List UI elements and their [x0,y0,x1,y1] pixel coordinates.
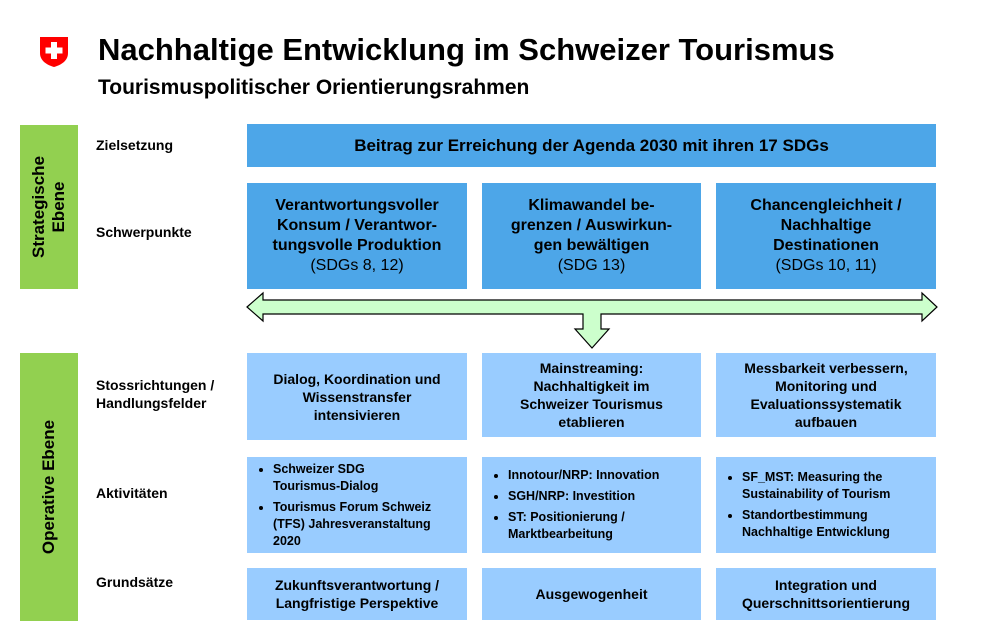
sidebar-operative-label: Operative Ebene [39,419,59,555]
activity-item: • Standortbestimmung Nachhaltige Entwicklung [742,507,890,541]
activity-item: • Tourismus Forum Schweiz (TFS) Jahresveranstaltung 2020 [273,499,431,550]
row-label-stossrichtungen: Stossrichtungen / Handlungsfelder [96,377,215,411]
page-title: Nachhaltige Entwicklung im Schweizer Tourismus [98,32,835,67]
focus-area-title: Klimawandel be- grenzen / Auswirkun- gen bewältigen [510,197,673,254]
activities-box [716,457,936,553]
focus-area-sdg: (SDGs 8, 12) [310,257,404,274]
focus-area-title: Verantwortungsvoller Konsum / Verantwor- tungsvolle Produktion [272,197,442,254]
page-subtitle: Tourismuspolitischer Orientierungsrahmen [98,76,530,99]
row-label-schwerpunkte: Schwerpunkte [96,224,192,240]
principle-box: Ausgewogenheit [482,568,701,620]
sidebar-strategic-label: Strategische Ebene [29,155,69,259]
focus-area-sdg: (SDGs 10, 11) [775,257,877,274]
activity-item: • Schweizer SDG Tourismus-Dialog [273,461,431,495]
focus-area-title: Chancengleichheit / Nachhaltige Destinationen [750,197,902,254]
row-label-zielsetzung: Zielsetzung [96,137,174,153]
activity-item: • SF_MST: Measuring the Sustainability of Tourism [742,469,890,503]
row-label-aktivitaeten: Aktivitäten [96,485,168,501]
direction-box: Dialog, Koordination und Wissenstransfer intensivieren [247,353,467,440]
activities-box [482,457,701,553]
direction-box: Mainstreaming: Nachhaltigkeit im Schweizer Tourismus etablieren [482,353,701,437]
row-label-grundsaetze: Grundsätze [96,574,174,590]
principle-box: Zukunftsverantwortung / Langfristige Perspektive [247,568,467,620]
activities-box [247,457,467,553]
goal-box: Beitrag zur Erreichung der Agenda 2030 mit ihren 17 SDGs [247,124,936,167]
focus-area-sdg: (SDG 13) [557,257,626,274]
direction-box: Messbarkeit verbessern, Monitoring und Evaluationssystematik aufbauen [716,353,936,437]
activity-item: • Innotour/NRP: Innovation [508,467,659,484]
activity-item: • SGH/NRP: Investition [508,488,659,505]
activity-item: • ST: Positionierung / Marktbearbeitung [508,509,659,543]
principle-box: Integration und Querschnittsorientierung [716,568,936,620]
